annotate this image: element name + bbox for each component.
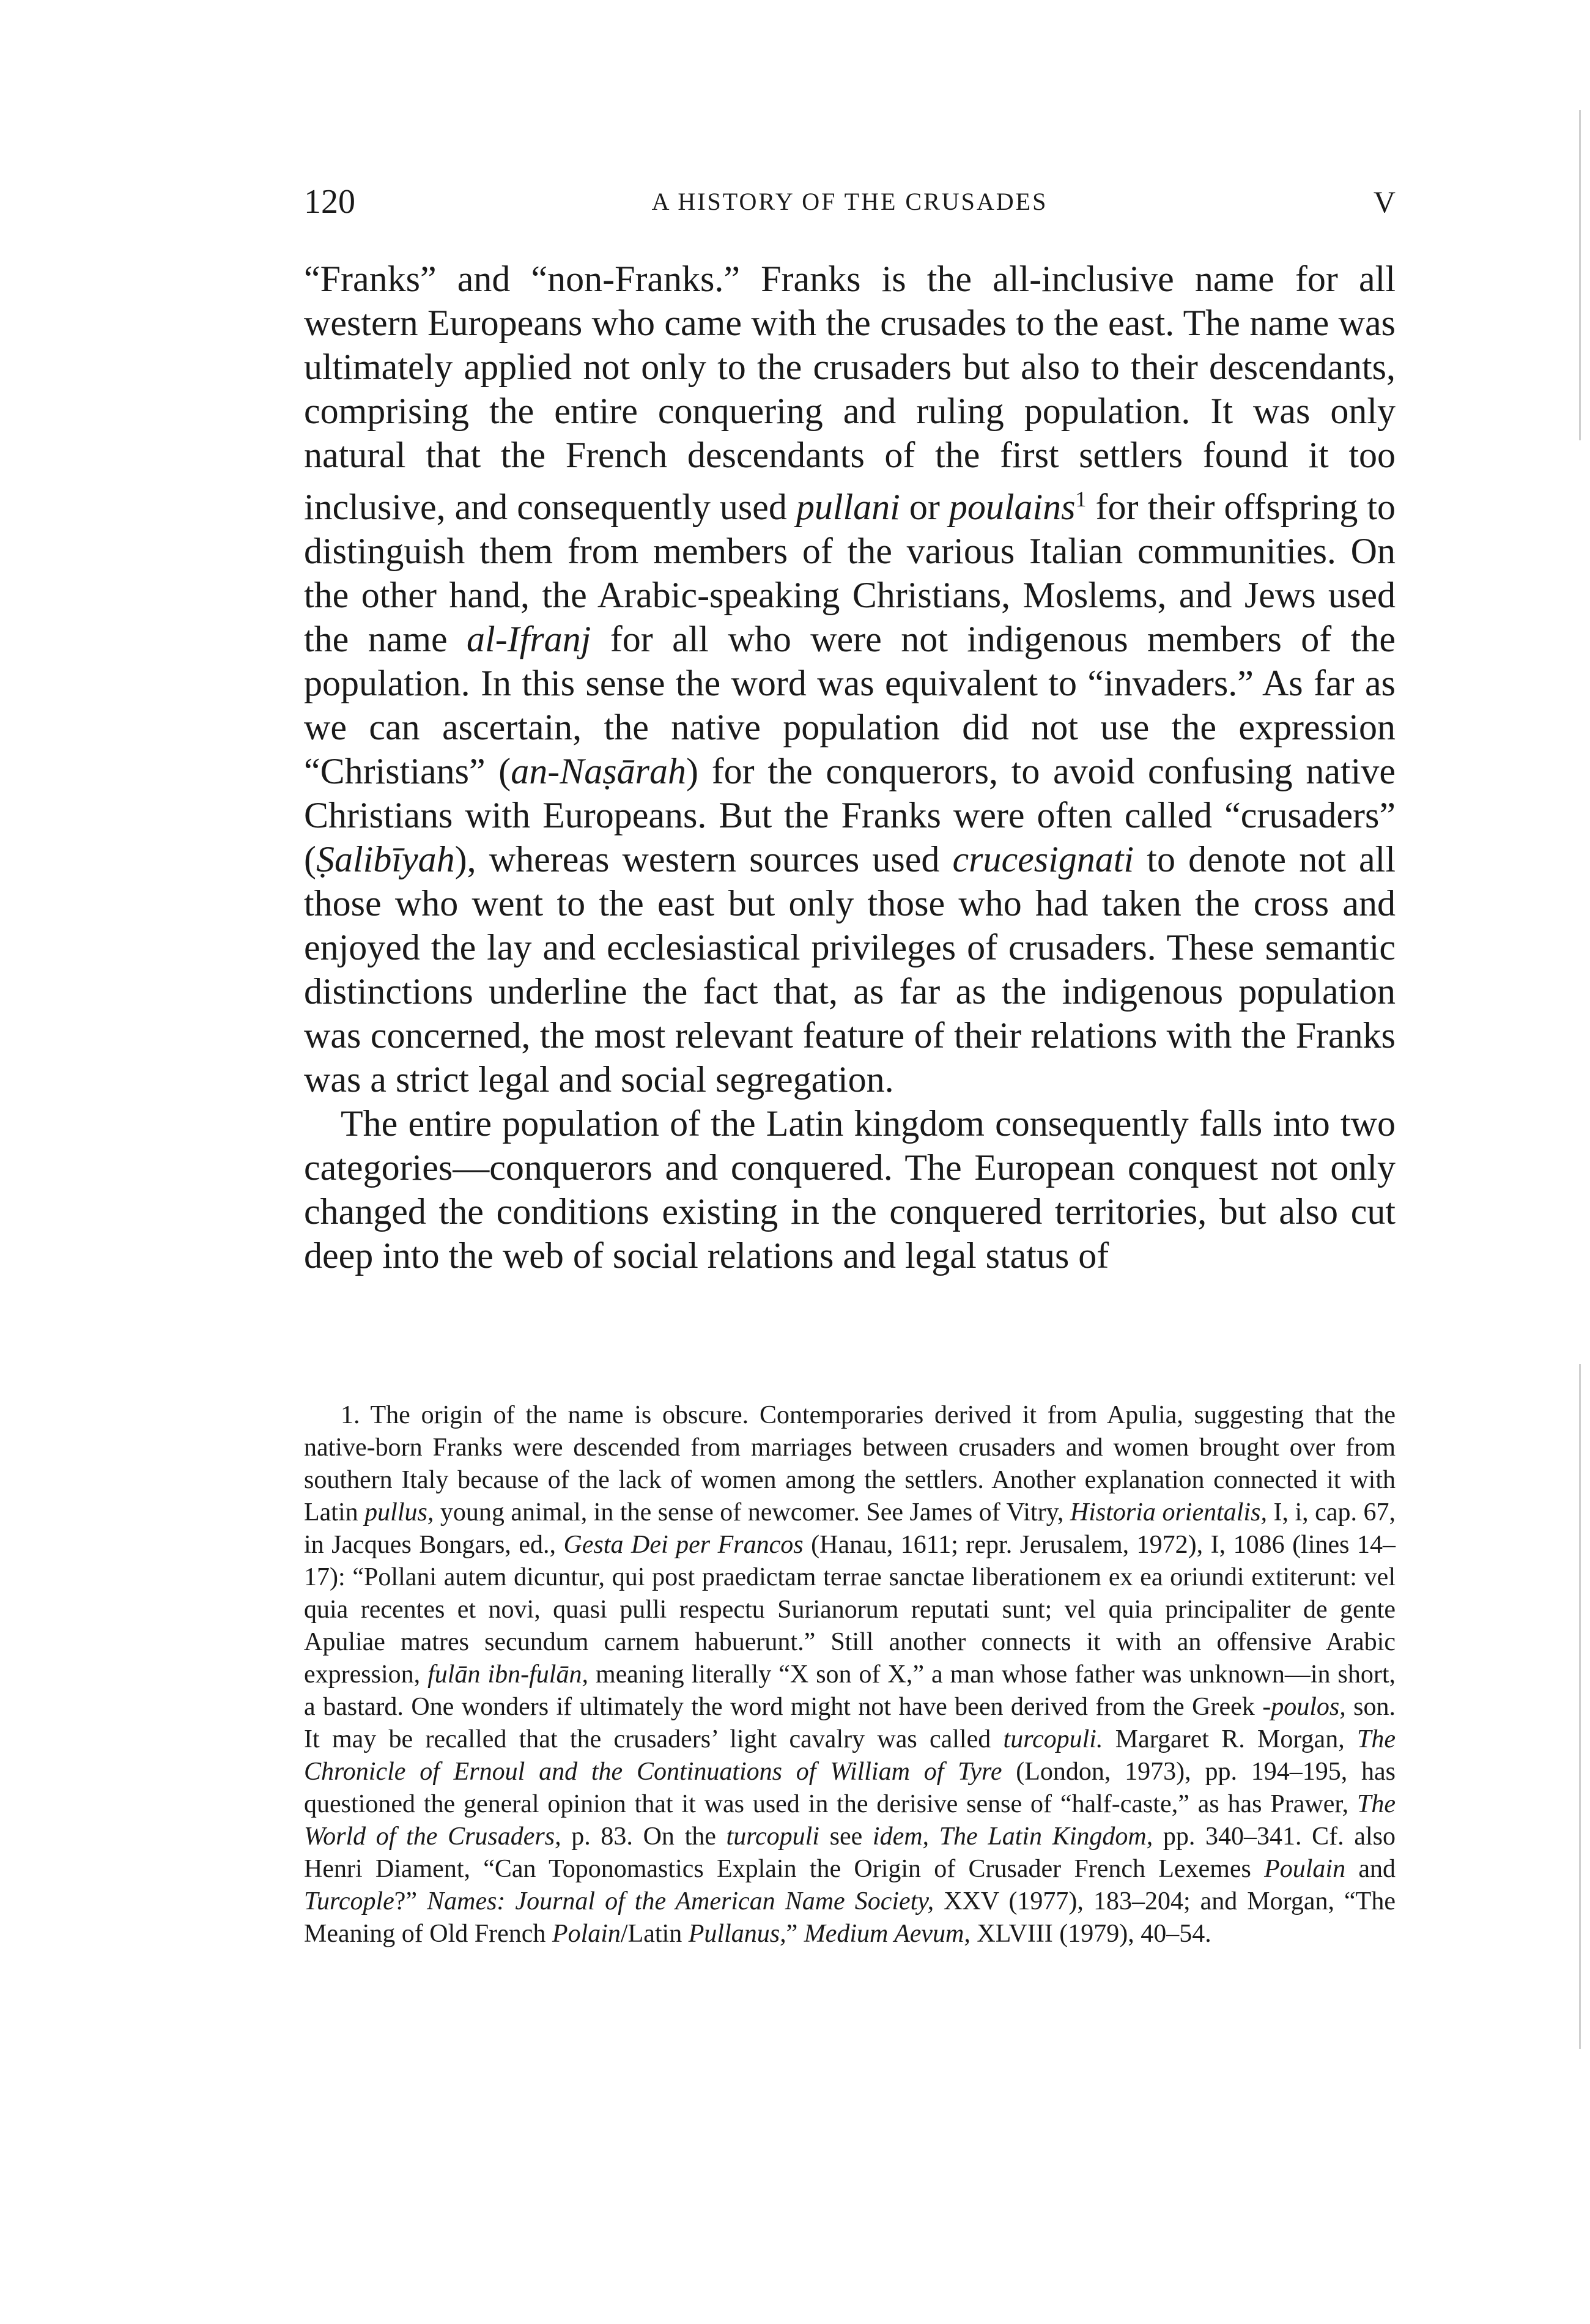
italic-term: turcopuli — [726, 1823, 819, 1851]
text-run: XLVIII (1979), 40–54. — [970, 1920, 1211, 1948]
text-run: 1. The origin of the name is obscure. Contemporaries derived it from Apulia, suggesting that the native-born Franks were descended from marriages between crusaders and women brought over from southern Italy because of the lack of women among the settlers. Another explanation connected it with Latin — [304, 1401, 1396, 1527]
running-title: A HISTORY OF THE CRUSADES — [651, 188, 1048, 215]
italic-term: Ṣalibīyah — [316, 839, 455, 879]
text-run: see — [819, 1823, 873, 1851]
italic-term: pullus, — [364, 1498, 434, 1527]
body-text — [304, 257, 1396, 1278]
italic-term: Pullanus, — [688, 1920, 786, 1948]
italic-title: Historia orientalis, — [1070, 1498, 1267, 1527]
italic-term: turcopuli. — [1003, 1725, 1103, 1753]
text-run: for all who were not indigenous members of the population. In this sense the word was equivalent to “invaders.” As far as we can ascertain, the native population did not use the expression “Christians” ( — [304, 619, 1396, 791]
text-run: /Latin — [620, 1920, 689, 1948]
part-label: V — [1373, 185, 1396, 219]
italic-term: al-Ifranj — [467, 619, 591, 659]
italic-term: pullani — [796, 487, 900, 527]
italic-title: The Chronicle of Ernoul and the Continuations of William of Tyre — [304, 1725, 1396, 1786]
text-run: (Hanau, 1611; repr. Jerusalem, 1972), I, 1086 (lines 14–17): “Pollani autem dicuntur, qui post praedictam terrae sanctae liberationem ex ea oriundi extiterunt: vel quia recentes et novi, quasi pulli respectu Surianorum reputati sunt; vel quia principaliter de gente Apuliae matres secundum carnem habuerunt.” Still another connects it with an offensive Arabic expression, — [304, 1531, 1396, 1689]
italic-title: Names: Journal of the American Name Society, — [427, 1887, 934, 1915]
italic-title: Medium Aevum, — [804, 1920, 971, 1948]
text-run: son. It may be recalled that the crusaders’ light cavalry was called — [304, 1693, 1396, 1753]
footnotes — [304, 1399, 1396, 1950]
italic-term: fulān ibn-fulān, — [427, 1660, 588, 1689]
italic-title: Gesta Dei per Francos — [563, 1531, 804, 1559]
page-number: 120 — [304, 183, 355, 221]
running-header — [304, 177, 1396, 226]
italic-term: Turcople — [304, 1887, 394, 1915]
text-run: I, i, cap. 67, in Jacques Bongars, ed., — [304, 1498, 1396, 1559]
text-run: Margaret R. Morgan, — [1103, 1725, 1357, 1753]
italic-title: The World of the Crusaders, — [304, 1790, 1396, 1851]
italic-term: Polain — [552, 1920, 621, 1948]
text-run: young animal, in the sense of newcomer. See James of Vitry, — [434, 1498, 1070, 1527]
footnote-1 — [304, 1399, 1396, 1950]
text-run: to denote not all those who went to the east but only those who had taken the cross and enjoyed the lay and ecclesiastical privileges of crusaders. These semantic distinctions underline the fact that, as far as the indigenous population was concerned, the most relevant feature of their relations with the Franks was a strict legal and social segregation. — [304, 839, 1396, 1100]
text-run: and — [1345, 1855, 1396, 1883]
text-run: or — [900, 487, 949, 527]
scan-edge-mark — [1579, 1364, 1581, 2049]
footnote-reference[interactable]: 1 — [1075, 487, 1087, 511]
italic-term: crucesignati — [952, 839, 1134, 879]
text-run: for their offspring to distinguish them from members of the various Italian communities. On the other hand, the Arabic-speaking Christians, Moslems, and Jews used the name — [304, 487, 1396, 659]
paragraph-2: The entire population of the Latin kingdom consequently falls into two categories—conquerors and conquered. The European conquest not only changed the conditions existing in the conquered territories, but also cut deep into the web of social relations and legal status of — [304, 1103, 1396, 1276]
text-run: pp. 340–341. Cf. also Henri Diament, “Can Toponomastics Explain the Origin of Crusader French Lexemes — [304, 1823, 1396, 1883]
text-run: XXV (1977), 183–204; and Morgan, “The Meaning of Old French — [304, 1887, 1396, 1948]
italic-title: idem, The Latin Kingdom, — [872, 1823, 1153, 1851]
paragraph-1 — [304, 257, 1396, 1101]
italic-term: poulains — [948, 487, 1076, 527]
scan-edge-mark — [1579, 110, 1581, 440]
italic-term: an-Naṣārah — [511, 751, 686, 791]
text-run: (London, 1973), pp. 194–195, has questioned the general opinion that it was used in the derisive sense of “half-caste,” as has Prawer, — [304, 1758, 1396, 1818]
text-run: “Franks” and “non-Franks.” Franks is the all-inclusive name for all western Europeans who came with the crusades to the east. The name was ultimately applied not only to the crusaders but also to their descendants, comprising the entire conquering and ruling population. It was only natural that the French descendants of the first settlers found it too inclusive, and consequently used — [304, 259, 1396, 527]
text-run: meaning literally “X son of X,” a man whose father was unknown—in short, a bastard. One wonders if ultimately the word might not have been derived from the Greek — [304, 1660, 1396, 1721]
text-run: p. 83. On the — [561, 1823, 727, 1851]
text-run: ” — [786, 1920, 804, 1948]
text-run: ) for the conquerors, to avoid confusing native Christians with Europeans. But the Franks were often called “crusaders” ( — [304, 751, 1396, 879]
italic-term: Poulain — [1264, 1855, 1346, 1883]
text-run: ?” — [394, 1887, 427, 1915]
text-run: ), whereas western sources used — [454, 839, 953, 879]
italic-term: -poulos, — [1262, 1693, 1346, 1721]
